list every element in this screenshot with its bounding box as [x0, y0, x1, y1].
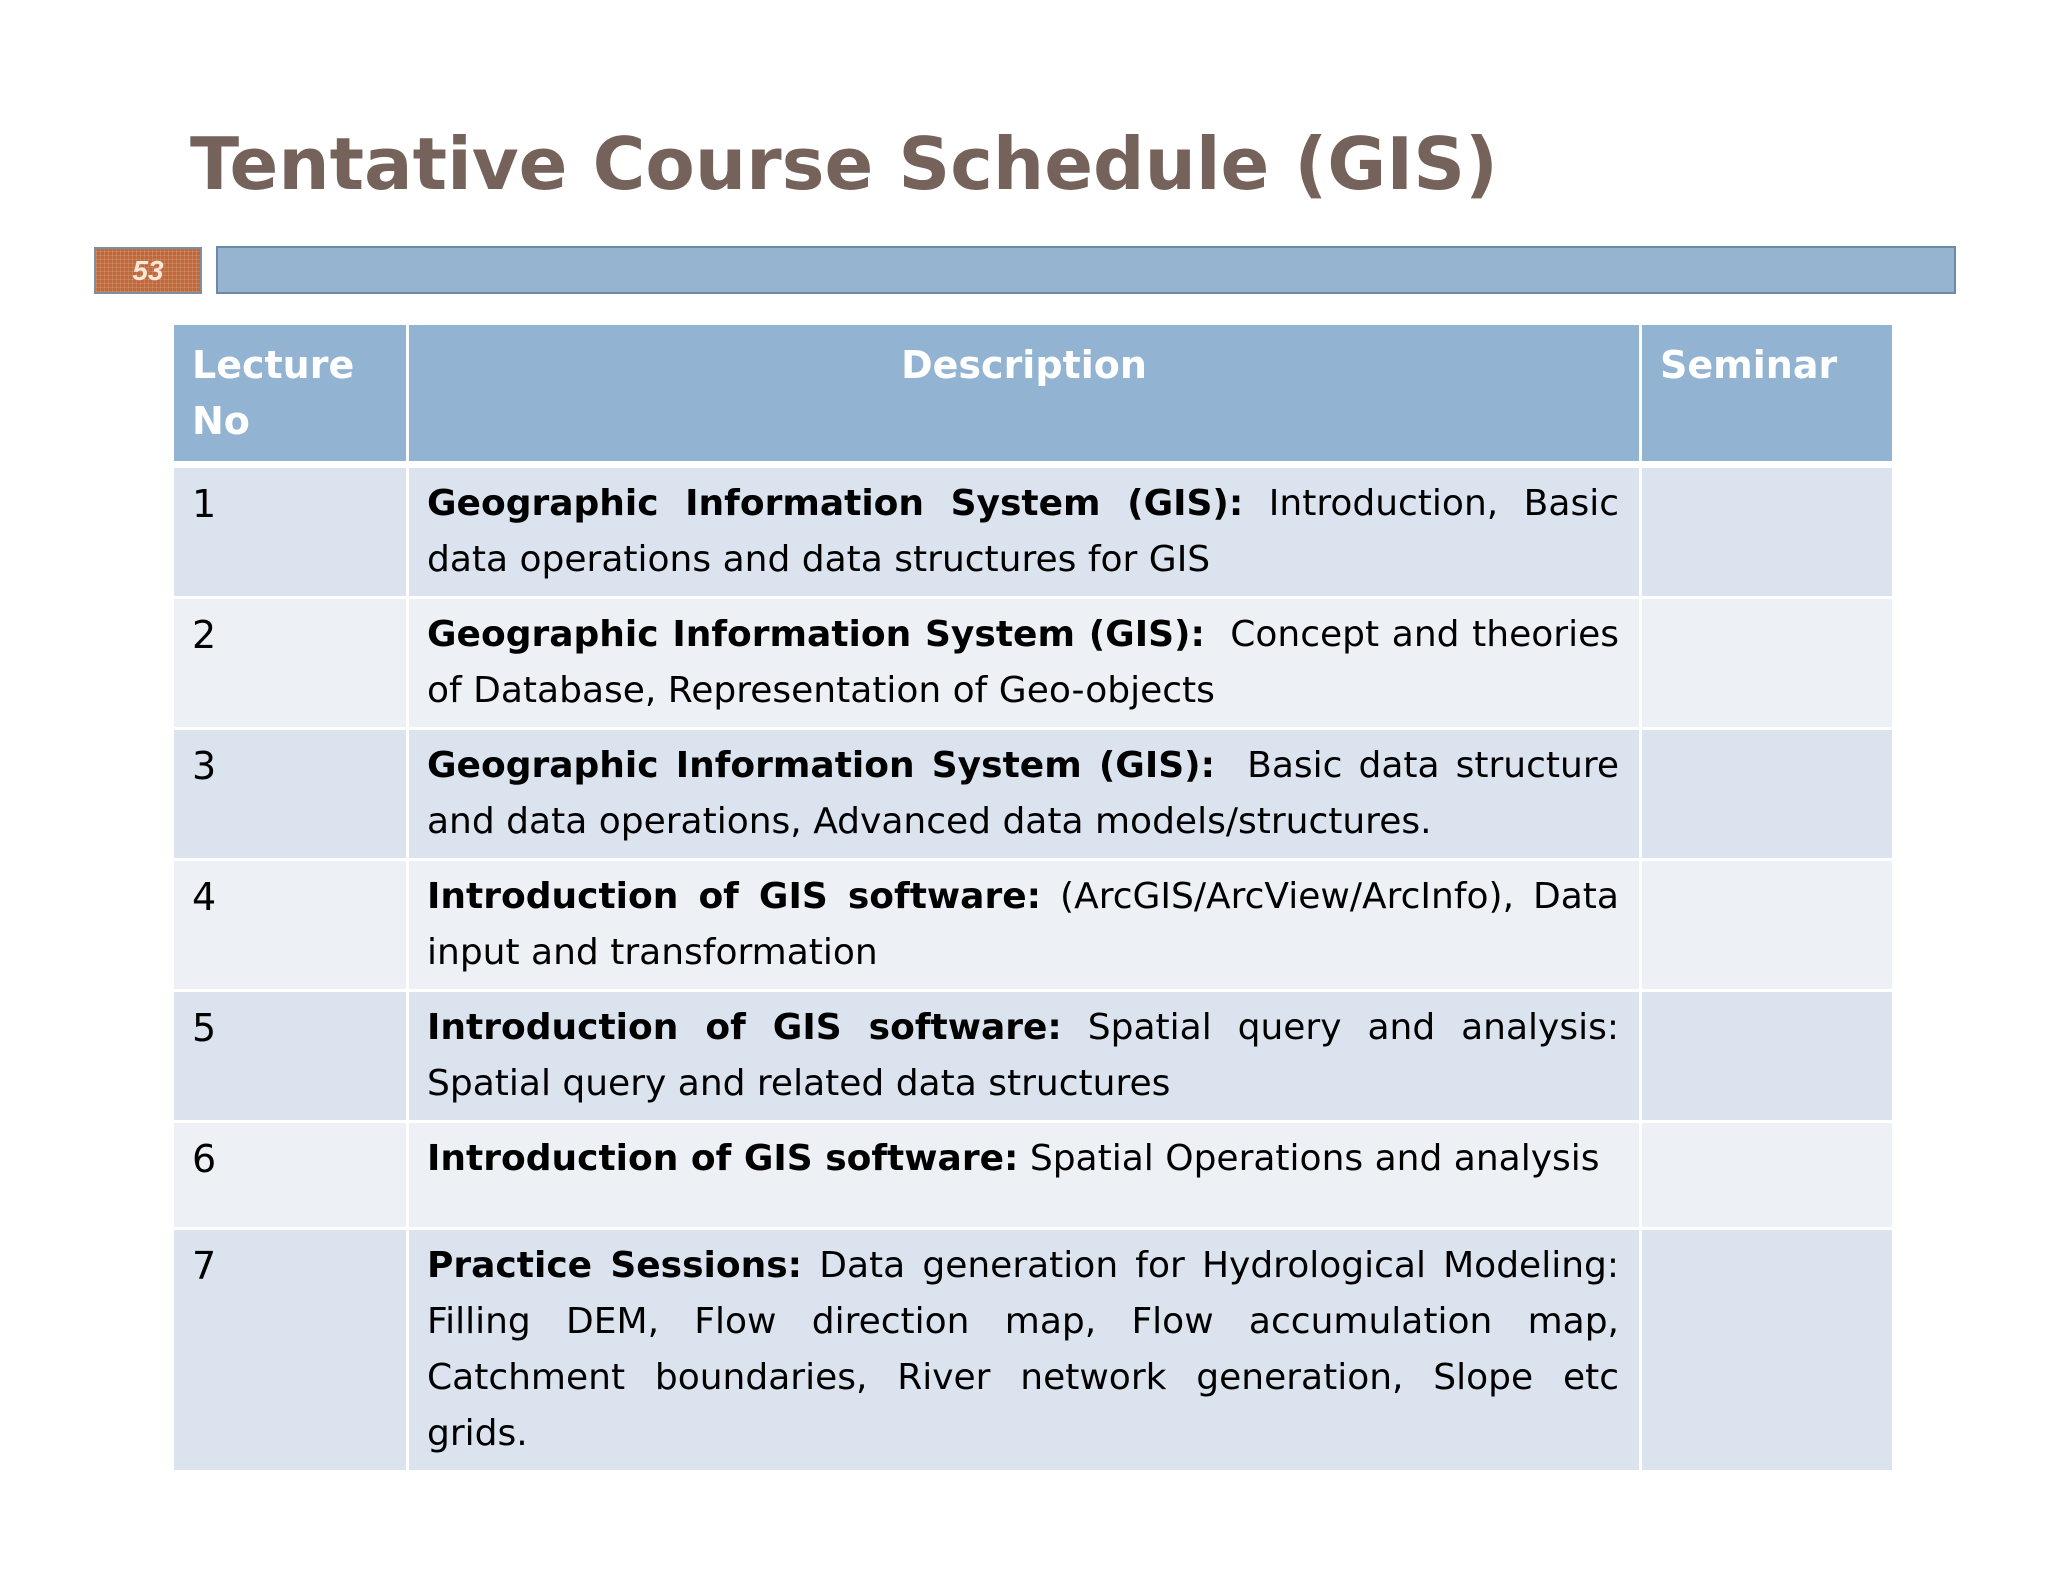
seminar-cell: [1641, 598, 1894, 729]
schedule-table: [171, 325, 1895, 1473]
description-label: Introduction of GIS software:: [427, 1138, 1019, 1179]
seminar-cell: [1641, 860, 1894, 991]
seminar-cell: [1641, 465, 1894, 598]
lecture-number: 7: [173, 1229, 408, 1472]
description-label: Introduction of GIS software:: [427, 876, 1042, 917]
description-text: Basic data structure and data operations, Advanced data models/structures.: [427, 745, 1620, 842]
lecture-number: 6: [173, 1122, 408, 1229]
table-row: [173, 991, 1894, 1122]
description-label: Geographic Information System (GIS):: [427, 483, 1244, 524]
header-description: Description: [408, 325, 1641, 465]
lecture-description: [408, 598, 1641, 729]
lecture-description: [408, 729, 1641, 860]
slide-title: Tentative Course Schedule (GIS): [190, 122, 1498, 206]
description-label: Geographic Information System (GIS):: [427, 745, 1216, 786]
description-text: Spatial query and analysis: Spatial query and related data structures: [427, 1007, 1619, 1104]
table-row: [173, 1122, 1894, 1229]
lecture-number: 1: [173, 465, 408, 598]
title-divider-bar: [216, 246, 1956, 294]
description-text: (ArcGIS/ArcView/ArcInfo), Data input and transformation: [427, 876, 1619, 973]
description-label: Geographic Information System (GIS):: [427, 614, 1205, 655]
table-header-row: [173, 325, 1894, 465]
seminar-cell: [1641, 1229, 1894, 1472]
seminar-cell: [1641, 1122, 1894, 1229]
lecture-description: [408, 465, 1641, 598]
table-row: [173, 598, 1894, 729]
table-row: [173, 860, 1894, 991]
lecture-description: [408, 991, 1641, 1122]
lecture-description: [408, 1122, 1641, 1229]
header-lecture-no: Lecture No: [173, 325, 408, 465]
table-row: [173, 729, 1894, 860]
description-text: Introduction, Basic data operations and data structures for GIS: [427, 483, 1619, 580]
page-number-badge: 53: [94, 247, 202, 294]
seminar-cell: [1641, 991, 1894, 1122]
description-label: Practice Sessions:: [427, 1245, 803, 1286]
lecture-description: [408, 860, 1641, 991]
table-row: [173, 465, 1894, 598]
lecture-number: 4: [173, 860, 408, 991]
description-text: Concept and theories of Database, Representation of Geo-objects: [427, 614, 1619, 711]
description-label: Introduction of GIS software:: [427, 1007, 1062, 1048]
lecture-number: 2: [173, 598, 408, 729]
lecture-number: 5: [173, 991, 408, 1122]
description-text: Spatial Operations and analysis: [1029, 1138, 1600, 1179]
description-text: Data generation for Hydrological Modeling: Filling DEM, Flow direction map, Flow accumulation map, Catchment boundaries, River network generation, Slope etc grids.: [427, 1245, 1619, 1454]
seminar-cell: [1641, 729, 1894, 860]
lecture-number: 3: [173, 729, 408, 860]
table-row: [173, 1229, 1894, 1472]
header-seminar: Seminar: [1641, 325, 1894, 465]
lecture-description: [408, 1229, 1641, 1472]
